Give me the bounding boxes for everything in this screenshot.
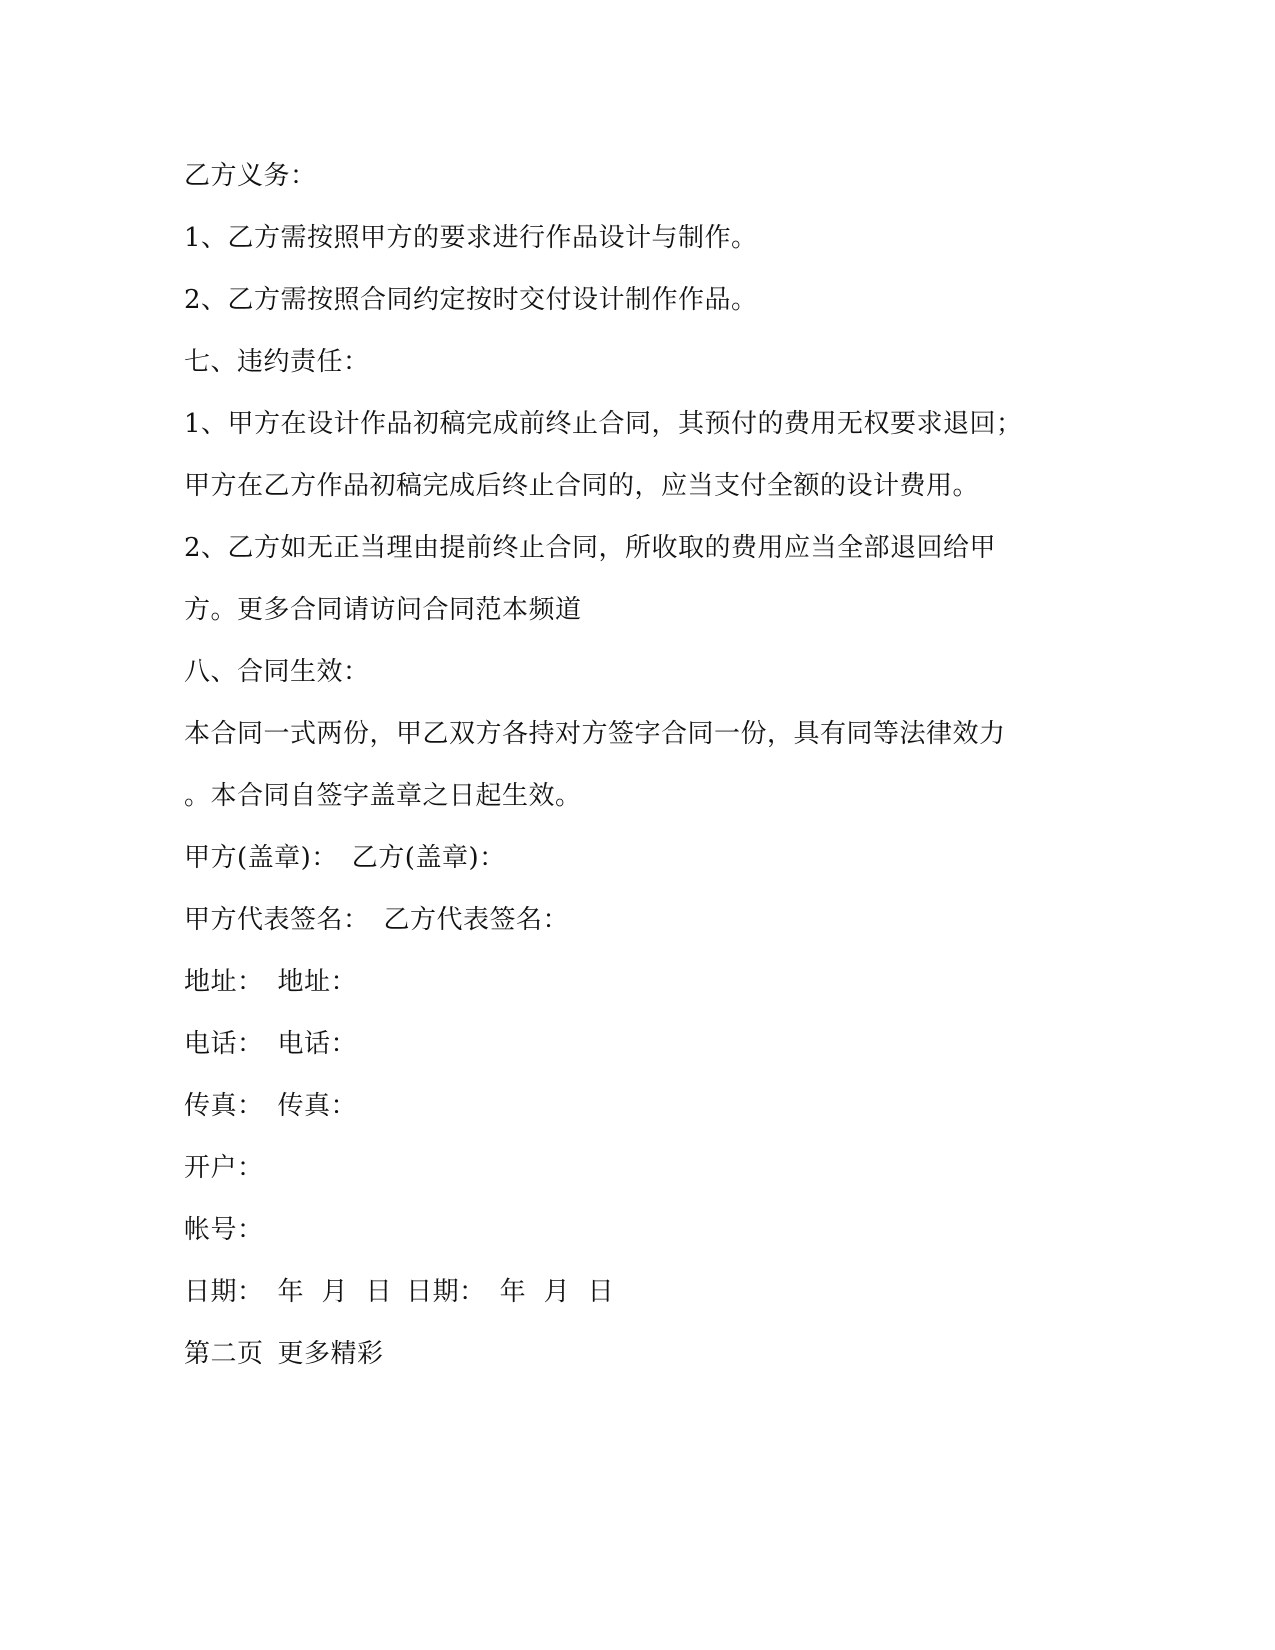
paragraph-line: 方。更多合同请访问合同范本频道 bbox=[184, 595, 582, 625]
section-heading-party-b-obligations: 乙方义务： bbox=[184, 161, 317, 191]
date-a-parts: 年 月 日 bbox=[277, 1277, 393, 1307]
account-label: 帐号： bbox=[184, 1215, 264, 1245]
representative-row bbox=[184, 903, 569, 937]
paragraph-line: 2、乙方如无正当理由提前终止合同，所收取的费用应当全部退回给甲 bbox=[184, 533, 997, 563]
paragraph-line: 2、乙方需按照合同约定按时交付设计制作作品。 bbox=[184, 285, 758, 315]
section-heading-breach: 七、违约责任： bbox=[184, 347, 370, 377]
date-row bbox=[184, 1275, 614, 1309]
address-b-label: 地址： bbox=[277, 967, 358, 997]
date-b-label: 日期： bbox=[406, 1277, 486, 1307]
paragraph-line: 。本合同自签字盖章之日起生效。 bbox=[184, 781, 582, 811]
phone-a-label: 电话： bbox=[184, 1029, 264, 1059]
seal-row bbox=[184, 841, 506, 875]
date-b-parts: 年 月 日 bbox=[499, 1277, 615, 1307]
paragraph-line: 甲方在乙方作品初稿完成后终止合同的，应当支付全额的设计费用。 bbox=[184, 471, 980, 501]
party-b-seal-label: 乙方(盖章)： bbox=[351, 843, 506, 873]
paragraph-line: 1、甲方在设计作品初稿完成前终止合同，其预付的费用无权要求退回； bbox=[184, 409, 1023, 439]
page-label: 第二页 bbox=[184, 1339, 264, 1369]
party-a-seal-label: 甲方(盖章)： bbox=[184, 843, 338, 873]
party-b-rep-label: 乙方代表签名： bbox=[383, 905, 570, 935]
address-a-label: 地址： bbox=[184, 967, 264, 997]
phone-b-label: 电话： bbox=[277, 1029, 358, 1059]
party-a-rep-label: 甲方代表签名： bbox=[184, 905, 370, 935]
more-link[interactable]: 更多精彩 bbox=[277, 1339, 384, 1369]
bank-label: 开户： bbox=[184, 1153, 264, 1183]
paragraph-line: 本合同一式两份，甲乙双方各持对方签字合同一份，具有同等法律效力 bbox=[184, 719, 1006, 749]
paragraph-line: 1、乙方需按照甲方的要求进行作品设计与制作。 bbox=[184, 223, 758, 253]
fax-b-label: 传真： bbox=[277, 1091, 358, 1121]
fax-row bbox=[184, 1089, 357, 1123]
fax-a-label: 传真： bbox=[184, 1091, 264, 1121]
section-heading-effectiveness: 八、合同生效： bbox=[184, 657, 370, 687]
phone-row bbox=[184, 1027, 357, 1061]
address-row bbox=[184, 965, 357, 999]
date-a-label: 日期： bbox=[184, 1277, 264, 1307]
footer-row bbox=[184, 1337, 384, 1371]
